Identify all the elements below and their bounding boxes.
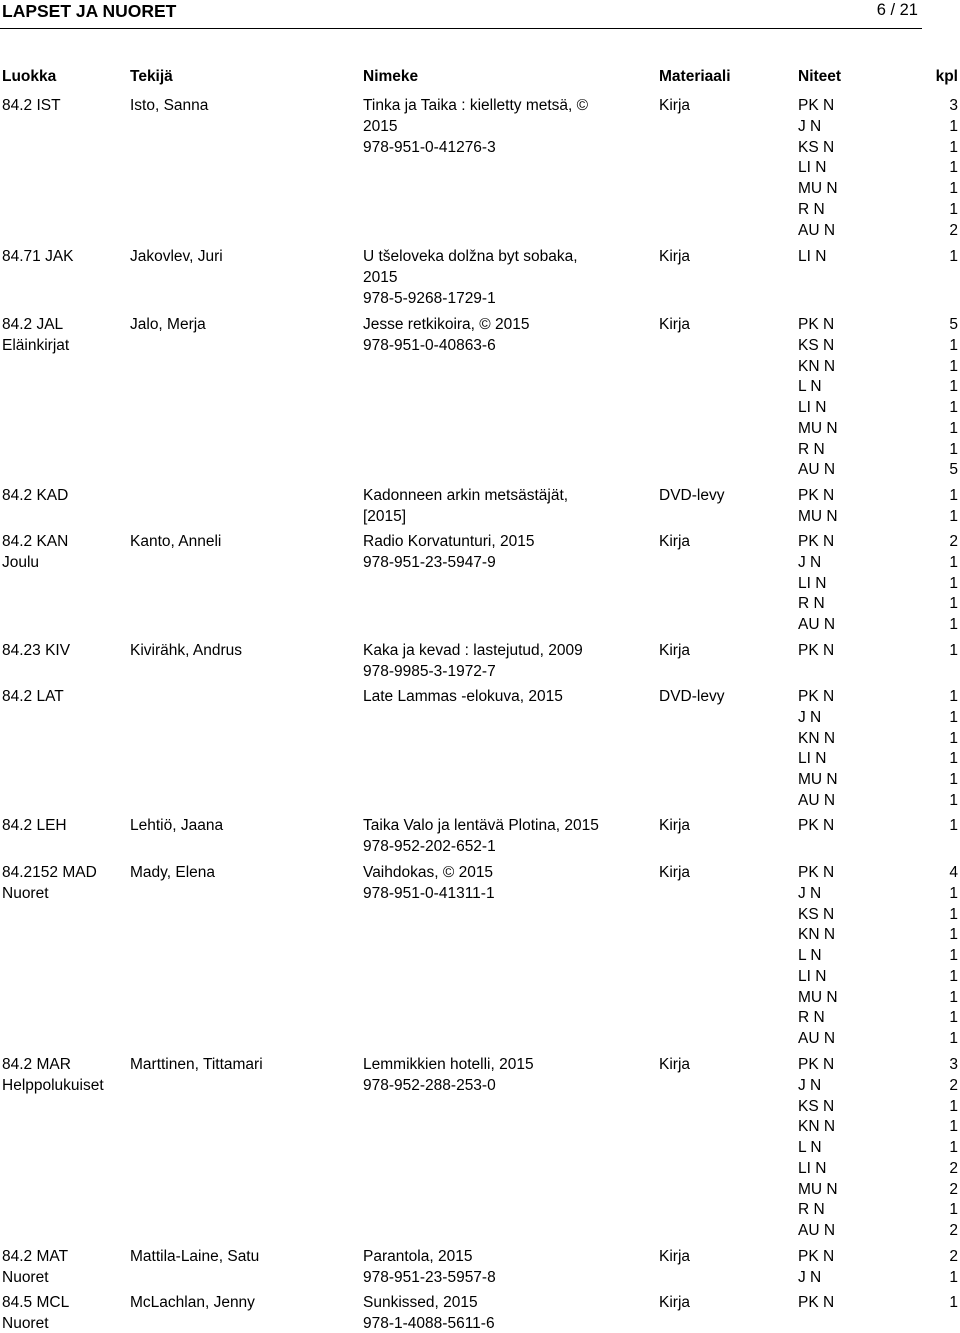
library-code: MU N — [798, 507, 838, 525]
copy-count: 1 — [949, 884, 958, 902]
title-line: 978-1-4088-5611-6 — [363, 1314, 495, 1332]
library-code: MU N — [798, 180, 838, 197]
copy-count: 1 — [949, 138, 958, 156]
material-type: Kirja — [659, 642, 691, 659]
library-code: KS N — [798, 336, 835, 354]
copy-count: 1 — [949, 117, 958, 135]
copy-count: 1 — [949, 905, 958, 923]
classification-genre: Eläinkirjat — [2, 336, 70, 354]
library-code: R N — [798, 440, 825, 458]
column-header-tekija: Tekijä — [130, 68, 173, 85]
report-title: LAPSET JA NUORET — [2, 1, 177, 21]
title-line: 978-5-9268-1729-1 — [363, 289, 496, 307]
title-line: Parantola, 2015 — [363, 1248, 473, 1265]
copy-count: 1 — [949, 399, 958, 416]
copy-count: 1 — [949, 1097, 958, 1115]
column-header-luokka: Luokka — [2, 68, 57, 85]
copy-count: 5 — [949, 316, 958, 333]
library-code: KN N — [798, 1118, 836, 1136]
classification-code: 84.71 JAK — [2, 248, 74, 265]
classification-code: 84.2 KAN — [2, 533, 69, 550]
author: Lehtiö, Jaana — [130, 817, 224, 834]
copy-count: 1 — [949, 817, 958, 834]
title-line: 2015 — [363, 268, 398, 286]
material-type: Kirja — [659, 316, 691, 333]
title-line: 978-952-202-652-1 — [363, 837, 496, 855]
copy-count: 1 — [949, 487, 958, 504]
copy-count: 1 — [949, 1201, 958, 1219]
copy-count: 1 — [949, 688, 958, 705]
classification-code: 84.2 KAD — [2, 487, 69, 504]
copy-count: 2 — [949, 1180, 958, 1198]
copy-count: 2 — [949, 1159, 958, 1177]
library-code: MU N — [798, 771, 838, 788]
library-code: PK N — [798, 642, 835, 659]
library-code: KS N — [798, 905, 835, 923]
library-code: AU N — [798, 461, 836, 479]
library-code: PK N — [798, 316, 835, 333]
library-code: L N — [798, 947, 822, 964]
library-code: KS N — [798, 138, 835, 156]
copy-count: 1 — [949, 248, 958, 265]
material-type: DVD-levy — [659, 487, 725, 504]
classification-genre: Helppolukuiset — [2, 1076, 104, 1094]
title-line: Tinka ja Taika : kielletty metsä, © — [363, 97, 589, 114]
library-code: KN N — [798, 729, 836, 747]
title-line: Taika Valo ja lentävä Plotina, 2015 — [363, 817, 599, 834]
copy-count: 1 — [949, 708, 958, 726]
copy-count: 2 — [949, 533, 958, 550]
library-code: J N — [798, 117, 822, 135]
library-code: AU N — [798, 616, 836, 633]
library-code: R N — [798, 1009, 825, 1027]
copy-count: 1 — [949, 378, 958, 396]
copy-count: 2 — [949, 1222, 958, 1239]
library-code: LI N — [798, 967, 827, 985]
library-code: PK N — [798, 97, 835, 114]
material-type: Kirja — [659, 1056, 691, 1073]
copy-count: 1 — [949, 180, 958, 197]
library-code: R N — [798, 1201, 825, 1219]
copy-count: 1 — [949, 750, 958, 768]
classification-code: 84.23 KIV — [2, 642, 71, 659]
classification-code: 84.2152 MAD — [2, 864, 97, 881]
library-code: MU N — [798, 419, 838, 437]
library-code: MU N — [798, 988, 838, 1006]
copy-count: 1 — [949, 1139, 958, 1156]
library-code: LI N — [798, 750, 827, 768]
column-header-niteet: Niteet — [798, 68, 842, 85]
material-type: Kirja — [659, 864, 691, 881]
author: Jalo, Merja — [130, 316, 206, 333]
classification-code: 84.5 MCL — [2, 1294, 70, 1311]
title-line: 978-951-23-5947-9 — [363, 553, 496, 571]
material-type: Kirja — [659, 97, 691, 114]
title-line: Kadonneen arkin metsästäjät, — [363, 487, 569, 504]
library-code: LI N — [798, 399, 827, 416]
library-code: J N — [798, 708, 822, 726]
library-code: LI N — [798, 159, 827, 177]
library-code: LI N — [798, 1159, 827, 1177]
classification-genre: Nuoret — [2, 1314, 49, 1332]
library-code: PK N — [798, 487, 835, 504]
material-type: Kirja — [659, 248, 691, 265]
copy-count: 1 — [949, 1030, 958, 1047]
material-type: Kirja — [659, 1294, 691, 1311]
header-divider — [0, 28, 922, 29]
title-line: 978-952-288-253-0 — [363, 1076, 496, 1094]
copy-count: 2 — [949, 1076, 958, 1094]
title-line: Jesse retkikoira, © 2015 — [363, 316, 530, 333]
classification-code: 84.2 LAT — [2, 688, 64, 705]
copy-count: 1 — [949, 791, 958, 809]
library-code: PK N — [798, 688, 835, 705]
author: Jakovlev, Juri — [130, 248, 223, 265]
copy-count: 1 — [949, 159, 958, 177]
title-line: U tšeloveka dolžna byt sobaka, — [363, 248, 578, 265]
library-code: PK N — [798, 1056, 835, 1073]
library-code: J N — [798, 553, 822, 571]
material-type: Kirja — [659, 533, 691, 550]
column-header-kpl: kpl — [935, 68, 958, 85]
copy-count: 4 — [949, 864, 958, 881]
library-code: L N — [798, 378, 822, 396]
title-line: 978-9985-3-1972-7 — [363, 662, 496, 680]
title-line: Sunkissed, 2015 — [363, 1294, 478, 1311]
page-number: 6 / 21 — [876, 1, 918, 19]
copy-count: 1 — [949, 419, 958, 437]
copy-count: 1 — [949, 336, 958, 354]
copy-count: 1 — [949, 440, 958, 458]
classification-genre: Nuoret — [2, 884, 49, 902]
library-code: R N — [798, 595, 825, 613]
title-line: Vaihdokas, © 2015 — [363, 864, 494, 881]
copy-count: 1 — [949, 200, 958, 218]
library-code: AU N — [798, 791, 836, 809]
library-code: R N — [798, 200, 825, 218]
classification-code: 84.2 MAR — [2, 1056, 71, 1073]
library-code: PK N — [798, 1248, 835, 1265]
copy-count: 1 — [949, 1294, 958, 1311]
copy-count: 1 — [949, 1268, 958, 1286]
library-code: LI N — [798, 248, 827, 265]
copy-count: 1 — [949, 595, 958, 613]
title-line: 978-951-0-40863-6 — [363, 336, 496, 354]
copy-count: 2 — [949, 1248, 958, 1265]
classification-code: 84.2 MAT — [2, 1248, 69, 1265]
author: McLachlan, Jenny — [130, 1294, 255, 1311]
author: Isto, Sanna — [130, 97, 209, 114]
copy-count: 1 — [949, 357, 958, 375]
copy-count: 1 — [949, 729, 958, 747]
title-line: Late Lammas -elokuva, 2015 — [363, 688, 563, 705]
library-code: AU N — [798, 221, 836, 239]
material-type: DVD-levy — [659, 688, 725, 705]
library-code: J N — [798, 1268, 822, 1286]
library-code: AU N — [798, 1030, 836, 1047]
title-line: Lemmikkien hotelli, 2015 — [363, 1056, 534, 1073]
classification-genre: Nuoret — [2, 1268, 49, 1286]
copy-count: 1 — [949, 616, 958, 633]
copy-count: 5 — [949, 461, 958, 479]
library-code: J N — [798, 884, 822, 902]
classification-code: 84.2 IST — [2, 97, 61, 114]
library-code: AU N — [798, 1222, 836, 1239]
author: Mattila-Laine, Satu — [130, 1248, 260, 1265]
library-code: PK N — [798, 1294, 835, 1311]
copy-count: 1 — [949, 926, 958, 944]
copy-count: 3 — [949, 1056, 958, 1073]
copy-count: 2 — [949, 221, 958, 239]
copy-count: 3 — [949, 97, 958, 114]
library-code: L N — [798, 1139, 822, 1156]
library-code: PK N — [798, 864, 835, 881]
copy-count: 1 — [949, 988, 958, 1006]
library-code: J N — [798, 1076, 822, 1094]
author: Mady, Elena — [130, 864, 216, 881]
library-code: LI N — [798, 574, 827, 592]
column-header-nimeke: Nimeke — [363, 68, 419, 85]
classification-code: 84.2 JAL — [2, 316, 64, 333]
column-headers — [0, 68, 960, 90]
library-code: KN N — [798, 357, 836, 375]
copy-count: 1 — [949, 507, 958, 525]
copy-count: 1 — [949, 642, 958, 659]
copy-count: 1 — [949, 771, 958, 788]
copy-count: 1 — [949, 967, 958, 985]
material-type: Kirja — [659, 1248, 691, 1265]
copy-count: 1 — [949, 1118, 958, 1136]
column-header-materiaali: Materiaali — [659, 68, 731, 85]
title-line: 978-951-0-41311-1 — [363, 884, 495, 902]
title-line: [2015] — [363, 507, 407, 525]
title-line: Kaka ja kevad : lastejutud, 2009 — [363, 642, 583, 659]
title-line: 978-951-23-5957-8 — [363, 1268, 496, 1286]
copy-count: 1 — [949, 1009, 958, 1027]
author: Kivirähk, Andrus — [130, 642, 242, 659]
title-line: 978-951-0-41276-3 — [363, 138, 496, 156]
page-header — [0, 0, 960, 28]
library-code: PK N — [798, 533, 835, 550]
copy-count: 1 — [949, 947, 958, 964]
library-code: KS N — [798, 1097, 835, 1115]
title-line: Radio Korvatunturi, 2015 — [363, 533, 535, 550]
library-code: KN N — [798, 926, 836, 944]
author: Marttinen, Tittamari — [130, 1056, 263, 1073]
material-type: Kirja — [659, 817, 691, 834]
author: Kanto, Anneli — [130, 533, 222, 550]
library-code: MU N — [798, 1180, 838, 1198]
classification-genre: Joulu — [2, 553, 40, 571]
copy-count: 1 — [949, 574, 958, 592]
title-line: 2015 — [363, 117, 398, 135]
copy-count: 1 — [949, 553, 958, 571]
library-code: PK N — [798, 817, 835, 834]
classification-code: 84.2 LEH — [2, 817, 67, 834]
